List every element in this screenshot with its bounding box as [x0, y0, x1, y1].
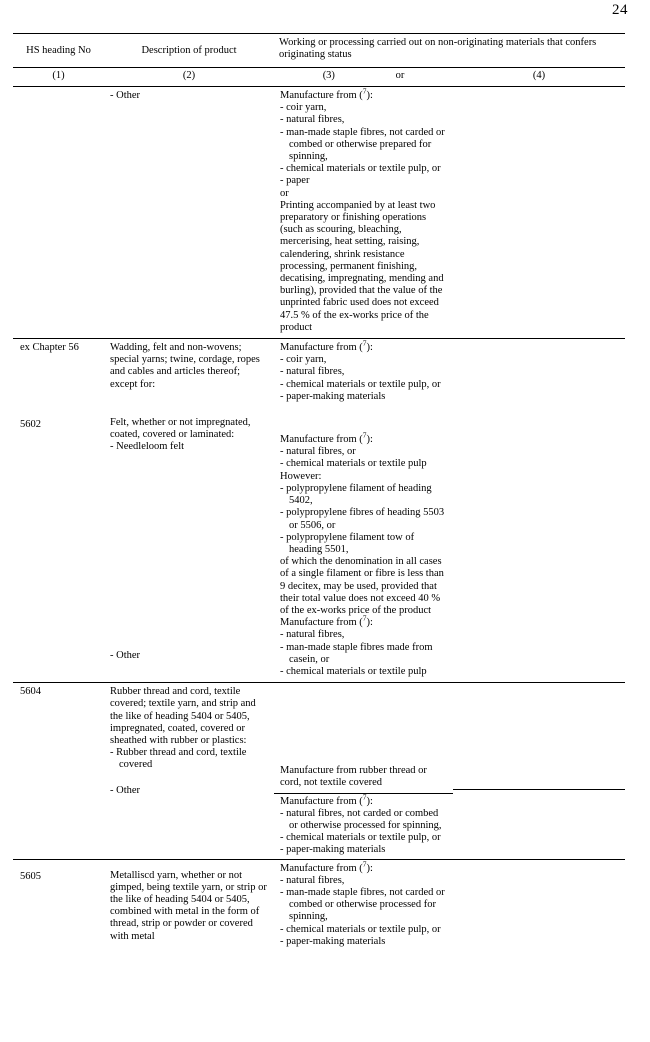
rule-line: - chemical materials or textile pulp, or	[280, 378, 441, 390]
column-number-3	[274, 68, 453, 87]
column-number-3-label: (3)	[322, 70, 335, 82]
row-rule-col3	[274, 407, 453, 683]
table-row	[13, 339, 625, 408]
rule-line: - natural fibres,	[280, 114, 345, 126]
rule-line: - polypropylene filament of heading 5402,	[280, 482, 435, 507]
row-hs-code	[13, 407, 104, 683]
rule-line-sub: - chemical materials or textile pulp	[280, 665, 427, 677]
description-line: - Other	[110, 90, 141, 101]
table-row	[13, 407, 625, 683]
rule-line: - polypropylene fibres of heading 5503 or 5506, or	[280, 507, 447, 531]
description-line: Metalliscd yarn, whether or not gimped, being textile yarn, or strip or the like of heading 5404 or 5405, combined with metal in the form of thread, strip or powder or covered with metal	[110, 869, 270, 942]
col4-group-a	[453, 765, 625, 789]
rule-line	[280, 86, 448, 102]
rule-line: - paper-making materials	[280, 844, 386, 856]
rule-line: Manufacture from rubber thread or cord, not textile covered	[280, 765, 430, 789]
rule-line-sub: - man-made staple fibres made from casein, or	[280, 641, 436, 665]
rule-line: - chemical materials or textile pulp, or	[280, 923, 441, 935]
row-hs-code-text: 5602	[20, 419, 41, 431]
rule-line: Manufacture from ($^7$):	[280, 859, 373, 874]
column-number-2: (2)	[104, 68, 274, 87]
row-description	[104, 87, 274, 339]
spacer	[453, 683, 625, 765]
rule-line: - natural fibres, or	[280, 446, 356, 458]
rule-line: - paper-making materials	[280, 935, 386, 947]
rule-line: - paper-making materials	[280, 390, 386, 402]
table-row	[13, 683, 625, 859]
rule-line: Manufacture from ($^7$):	[280, 792, 373, 807]
rule-group-b	[274, 793, 453, 859]
spacer	[110, 454, 269, 650]
table-row	[13, 87, 625, 339]
description-line: Rubber thread and cord, textile covered; textile yarn, and strip and the like of heading 5404 or 5405, impregnated, coated, covered or sheathed with rubber or plastics:	[110, 686, 259, 746]
row-hs-code	[13, 87, 104, 339]
row-rule-col4	[453, 683, 625, 859]
row-description	[104, 407, 274, 683]
spacer	[110, 410, 269, 417]
rule-line: - natural fibres,	[280, 366, 345, 378]
rule-line: Manufacture from ($^7$):	[280, 430, 373, 446]
column-number-1: (1)	[13, 68, 104, 87]
rule-line: - chemical materials or textile pulp, or	[280, 163, 441, 175]
rule-line: - polypropylene filament tow of heading 5501,	[280, 531, 417, 555]
row-hs-code	[13, 860, 104, 952]
row-rule-col4	[453, 407, 625, 683]
rule-line: of which the denomination in all cases of a single filament or fibre is less than 9 decitex, may be used, provided that their total value does not exceed 40 % of the ex-works price of the product	[280, 556, 447, 616]
rule-line: - coir yarn,	[280, 102, 327, 114]
rule-line: - man-made staple fibres, not carded or combed or otherwise prepared for spinning,	[280, 126, 448, 163]
rule-line: - natural fibres, not carded or combed or otherwise processed for spinning,	[280, 807, 442, 831]
table-row	[13, 860, 625, 952]
column-number-or-label: or	[395, 70, 405, 82]
rule-line: - man-made staple fibres, not carded or combed or otherwise processed for spinning,	[280, 886, 448, 923]
row-rule-col3	[274, 339, 453, 408]
rule-group-a	[274, 765, 453, 792]
page-number: 24	[612, 2, 628, 18]
rule-line: - coir yarn,	[280, 354, 327, 366]
row-rule-col3	[274, 87, 453, 339]
description-line: Wadding, felt and non-wovens; special yarns; twine, cordage, ropes and cables and articles thereof; except for:	[110, 342, 263, 390]
row-rule-col4	[453, 860, 625, 952]
spacer	[110, 772, 269, 785]
rules-of-origin-table	[13, 33, 625, 952]
rule-line: However:	[280, 470, 322, 482]
description-line: - Needleloom felt	[110, 441, 185, 453]
description-line: Felt, whether or not impregnated, coated, covered or laminated:	[110, 417, 254, 441]
row-hs-code-text: 5605	[20, 870, 41, 882]
header-working-or-processing: Working or processing carried out on non-originating materials that confers originating status	[274, 34, 625, 68]
column-number-4: (4)	[453, 68, 625, 87]
rule-line: - paper	[280, 175, 310, 187]
header-description-of-product: Description of product	[104, 34, 274, 68]
rule-line: - natural fibres,	[280, 874, 345, 886]
row-hs-code: ex Chapter 56	[20, 342, 79, 354]
table-column-number-row	[13, 68, 625, 87]
rule-line: - chemical materials or textile pulp	[280, 458, 427, 470]
spacer	[110, 863, 269, 870]
rule-line: Printing accompanied by at least two preparatory or finishing operations (such as scouring, bleaching, mercerising, heat setting, raising, calendering, shrink resistance processing, permanent finishing, decatising, impregnating, mending and burling), provided that the value of the unprinted fabric used does not exceed 47.5 % of the ex-works price of the product	[280, 199, 447, 333]
row-description	[104, 683, 274, 859]
rule-line-sub: - natural fibres,	[280, 629, 345, 641]
col4-group-b	[453, 789, 625, 800]
rule-line-text: Manufacture from ($^7$):	[280, 86, 373, 101]
row-rule-col4	[453, 339, 625, 408]
row-rule-col3	[274, 860, 453, 952]
description-line-sub: - Other	[110, 649, 141, 661]
header-hs-heading-no: HS heading No	[13, 34, 104, 68]
table-header-row	[13, 34, 625, 68]
description-line: - Rubber thread and cord, textile covered	[110, 747, 250, 771]
row-description	[104, 860, 274, 952]
rule-line: - chemical materials or textile pulp, or	[280, 832, 441, 844]
row-description	[104, 339, 274, 408]
row-rule-col4	[453, 87, 625, 339]
rule-line-sub: Manufacture from ($^7$):	[280, 613, 373, 629]
spacer	[274, 683, 453, 765]
description-line: - Other	[110, 784, 141, 796]
row-hs-code: 5604	[20, 686, 41, 698]
row-rule-col3	[274, 683, 453, 859]
rule-line: Manufacture from ($^7$):	[280, 338, 373, 354]
rule-line: or	[280, 187, 289, 199]
